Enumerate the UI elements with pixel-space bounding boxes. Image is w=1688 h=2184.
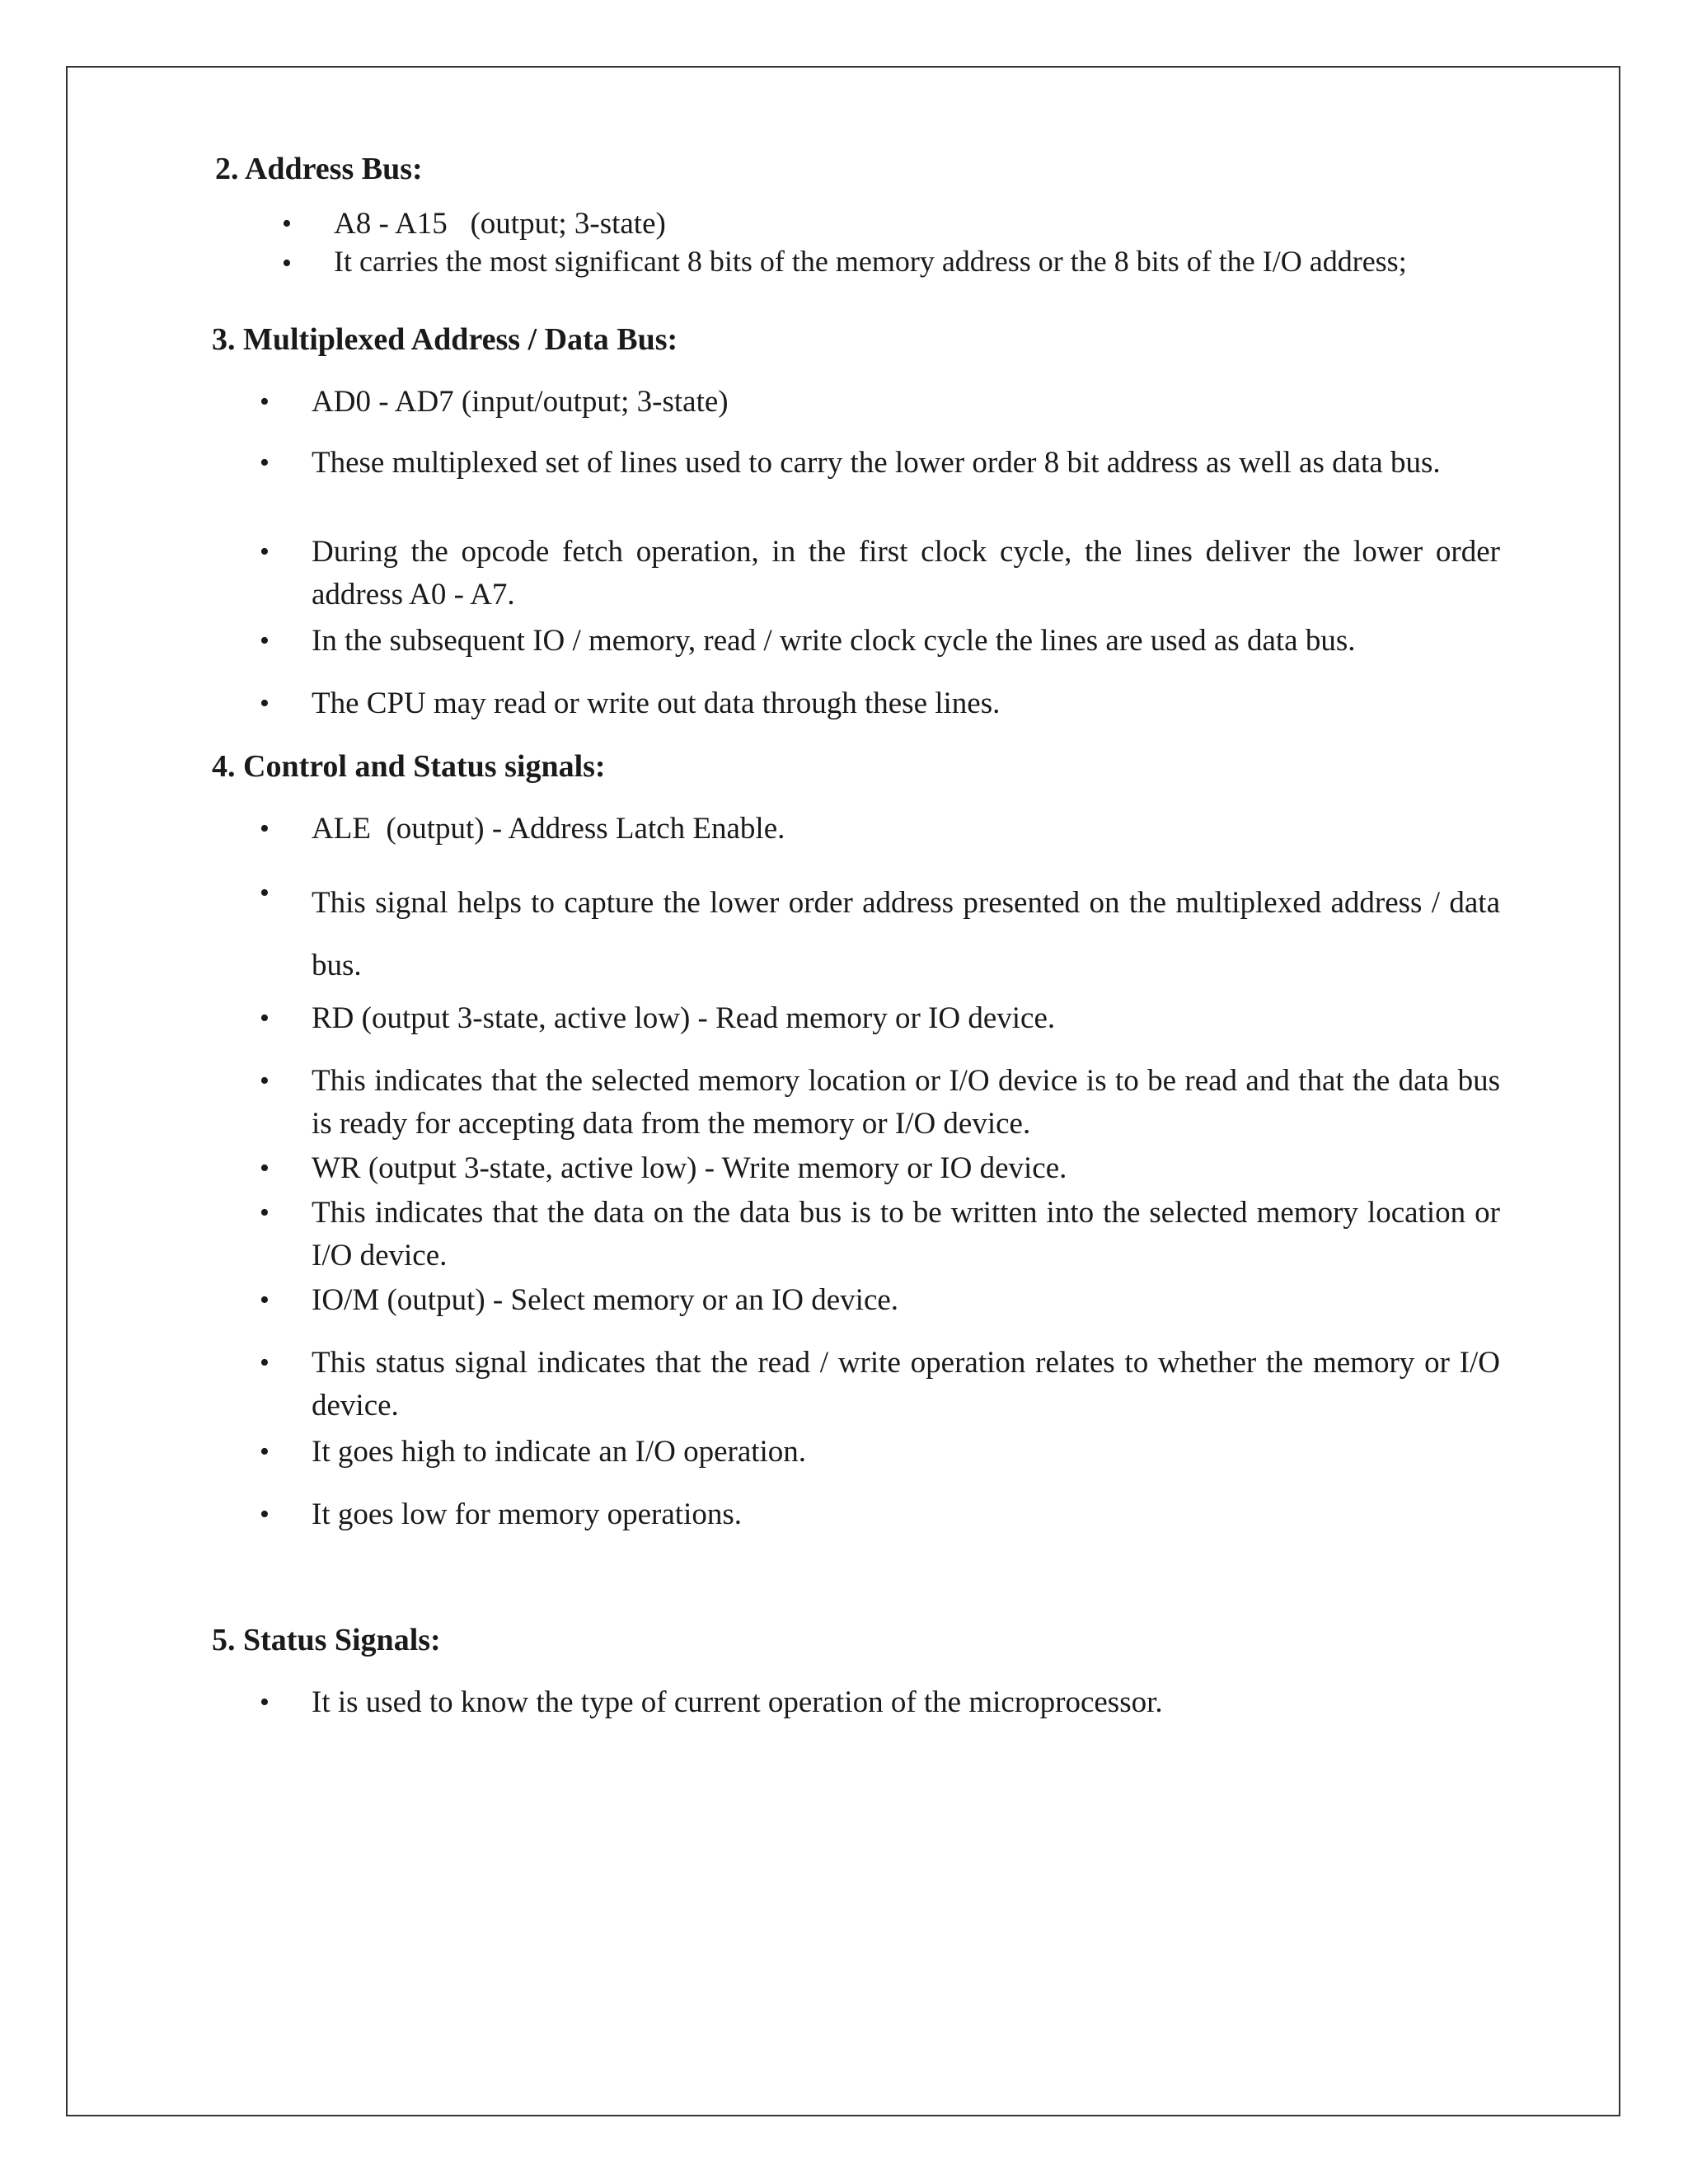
bullet-icon: •	[282, 248, 292, 279]
list-item: It goes low for memory operations.	[312, 1497, 742, 1531]
list-item: The CPU may read or write out data through these lines.	[312, 687, 1001, 720]
bullet-icon: •	[260, 448, 270, 478]
bullet-icon: •	[260, 1347, 270, 1378]
list-item: This indicates that the selected memory location or I/O device is to be read and that the data bus is ready for accepting data from the memory or I/O device.	[312, 1064, 1500, 1141]
section-heading-address-bus: 2. Address Bus:	[215, 152, 423, 186]
bullet-icon: •	[260, 813, 270, 844]
bullet-icon: •	[282, 209, 292, 239]
list-item: It carries the most significant 8 bits of the memory address or the 8 bits of the I/O address;	[334, 245, 1407, 278]
bullet-icon: •	[260, 1003, 270, 1033]
bullet-icon: •	[260, 1436, 270, 1467]
list-item: In the subsequent IO / memory, read / write clock cycle the lines are used as data bus.	[312, 624, 1356, 658]
bullet-icon: •	[260, 537, 270, 567]
list-item: This indicates that the data on the data bus is to be written into the selected memory location or I/O device.	[312, 1196, 1500, 1272]
list-item: This status signal indicates that the read / write operation relates to whether the memory or I/O device.	[312, 1346, 1500, 1422]
list-item: IO/M (output) - Select memory or an IO device.	[312, 1283, 899, 1317]
list-item: A8 - A15 (output; 3-state)	[334, 207, 666, 241]
list-item: It is used to know the type of current operation of the microprocessor.	[312, 1685, 1163, 1719]
section-heading-multiplexed-bus: 3. Multiplexed Address / Data Bus:	[212, 322, 678, 357]
list-item: AD0 - AD7 (input/output; 3-state)	[312, 385, 729, 419]
bullet-icon: •	[260, 1285, 270, 1315]
bullet-icon: •	[260, 1687, 270, 1718]
bullet-icon: •	[260, 1499, 270, 1530]
bullet-icon: •	[260, 688, 270, 719]
list-item: ALE (output) - Address Latch Enable.	[312, 812, 785, 846]
list-item: This signal helps to capture the lower order address presented on the multiplexed address / data bus.	[312, 886, 1500, 982]
list-item: These multiplexed set of lines used to carry the lower order 8 bit address as well as data bus.	[312, 446, 1441, 480]
bullet-icon: •	[260, 1153, 270, 1183]
list-item: RD (output 3-state, active low) - Read memory or IO device.	[312, 1001, 1056, 1035]
list-item: During the opcode fetch operation, in the first clock cycle, the lines deliver the lower order address A0 - A7.	[312, 535, 1500, 612]
bullet-icon: •	[260, 1197, 270, 1228]
list-item: WR (output 3-state, active low) - Write memory or IO device.	[312, 1151, 1067, 1185]
section-heading-status-signals: 5. Status Signals:	[212, 1623, 441, 1657]
list-item: It goes high to indicate an I/O operation.	[312, 1435, 807, 1469]
bullet-icon: •	[260, 1066, 270, 1096]
bullet-icon: •	[260, 626, 270, 656]
bullet-icon: •	[260, 878, 270, 908]
bullet-icon: •	[260, 387, 270, 417]
section-heading-control-status: 4. Control and Status signals:	[212, 749, 606, 784]
